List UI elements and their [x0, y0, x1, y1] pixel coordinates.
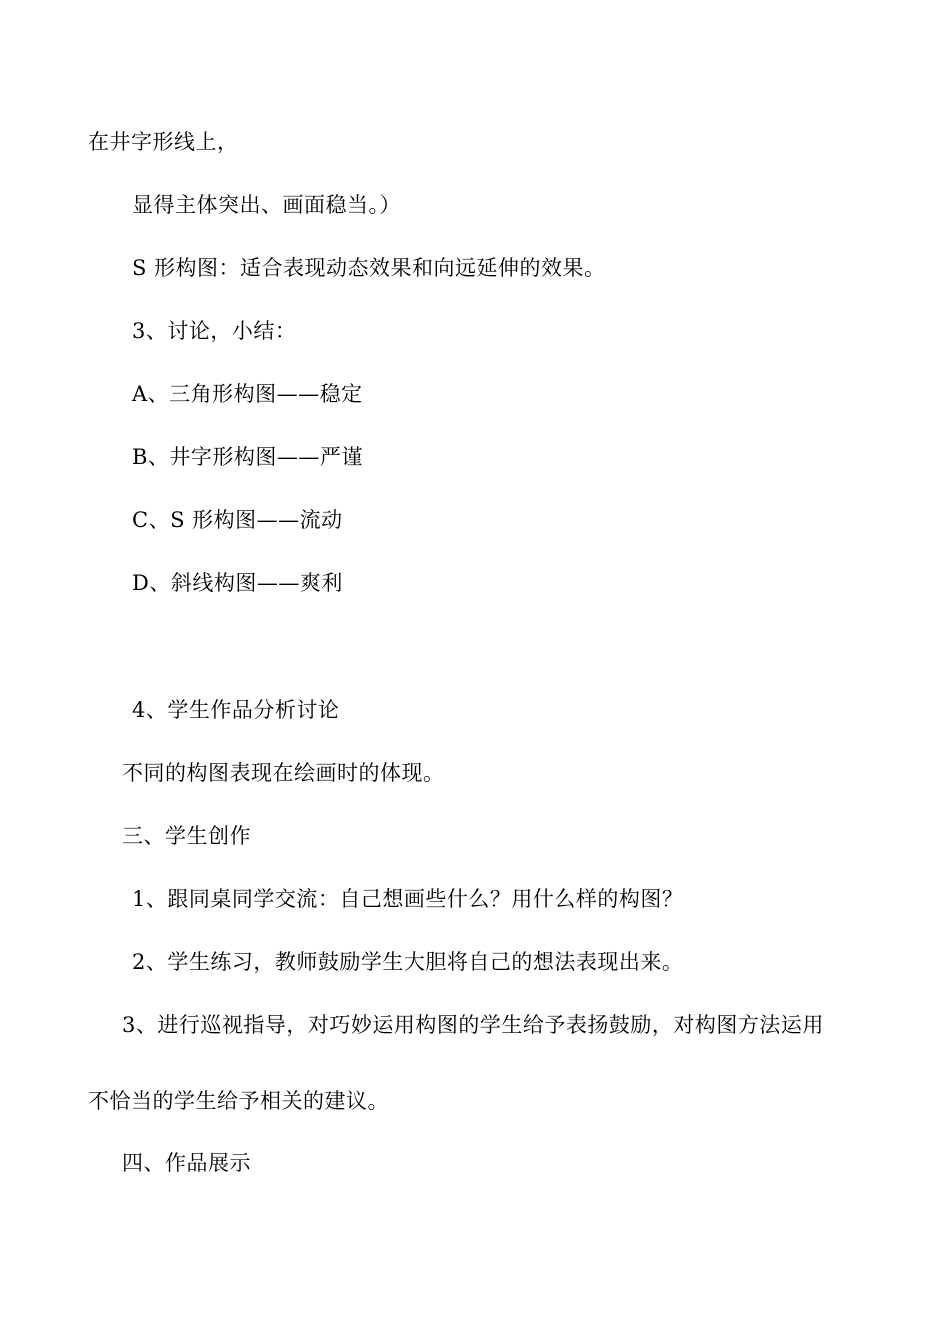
text-line: 3、进行巡视指导，对巧妙运用构图的学生给予表扬鼓励，对构图方法运用 — [122, 1013, 824, 1037]
text-line: D、斜线构图——爽利 — [132, 571, 343, 595]
section-heading: 三、学生创作 — [122, 824, 251, 848]
text-line: B、井字形构图——严谨 — [132, 445, 363, 469]
text-line: 3、讨论，小结： — [132, 319, 297, 343]
text-line: 在井字形线上， — [88, 130, 239, 154]
text-line: 不同的构图表现在绘画时的体现。 — [122, 761, 445, 785]
text-line: 不恰当的学生给予相关的建议。 — [88, 1089, 389, 1113]
text-line: A、三角形构图——稳定 — [132, 382, 363, 406]
section-heading: 四、作品展示 — [122, 1151, 251, 1175]
text-line: C、S 形构图——流动 — [132, 508, 343, 532]
text-line: 2、学生练习，教师鼓励学生大胆将自己的想法表现出来。 — [132, 950, 684, 974]
text-line: 1、跟同桌同学交流：自己想画些什么？用什么样的构图？ — [132, 887, 684, 911]
text-line: 4、学生作品分析讨论 — [132, 698, 340, 722]
text-line: 显得主体突出、画面稳当。） — [132, 193, 401, 217]
text-line: S 形构图：适合表现动态效果和向远延伸的效果。 — [132, 256, 606, 280]
